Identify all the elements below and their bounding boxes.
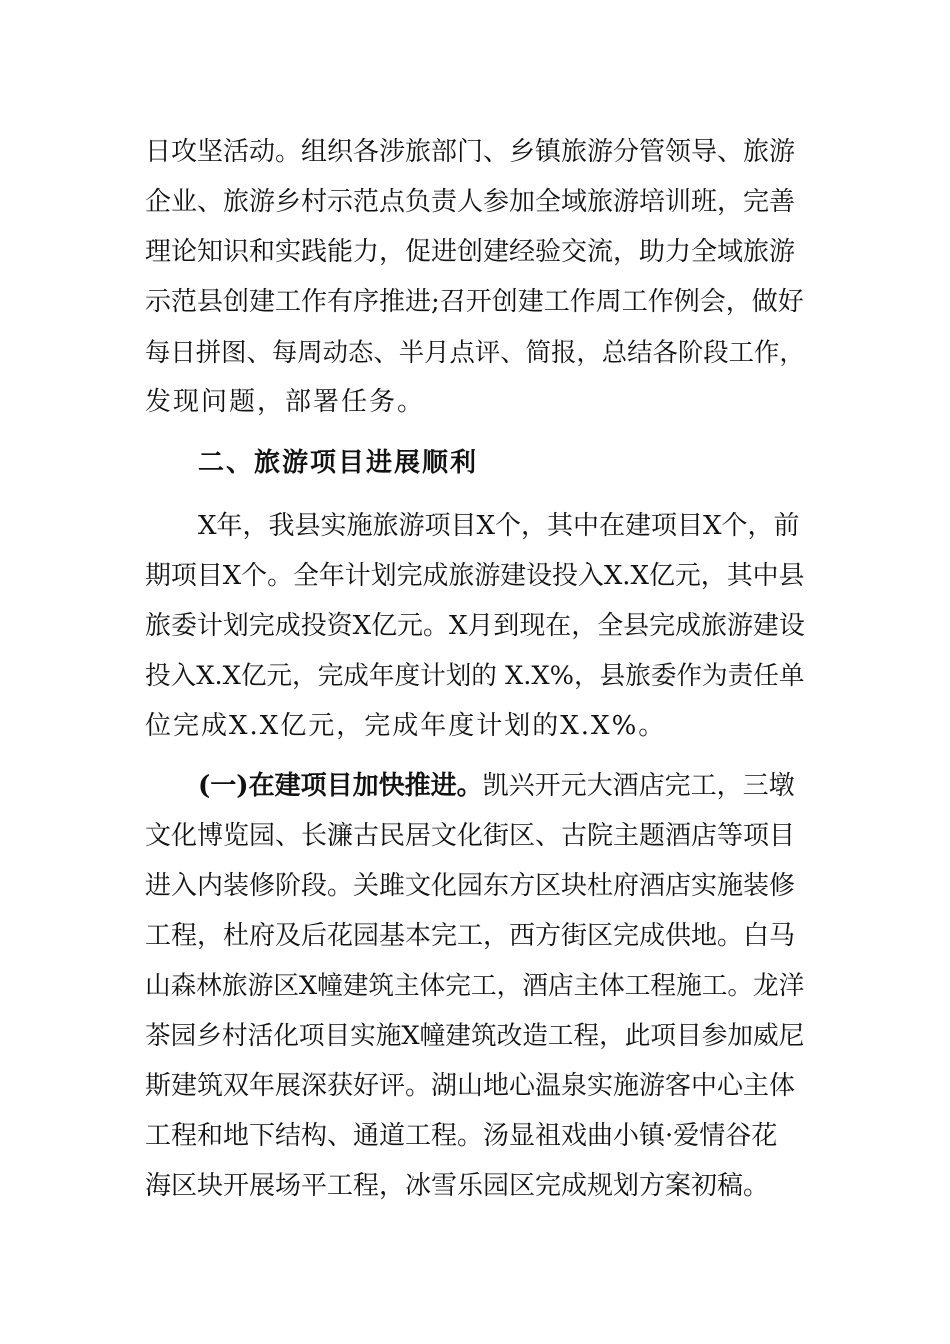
text-line: 旅委计划完成投资X亿元。X月到现在，全县完成旅游建设: [145, 611, 805, 641]
text-line: 进入内装修阶段。关雎文化园东方区块杜府酒店实施装修: [145, 871, 796, 901]
text-line: 斯建筑双年展深获好评。湖山地心温泉实施游客中心主体: [145, 1071, 796, 1101]
text-line: 日攻坚活动。组织各涉旅部门、乡镇旅游分管领导、旅游: [145, 137, 796, 167]
text-line: X年，我县实施旅游项目X个，其中在建项目X个，前: [198, 511, 800, 541]
text-line: 位完成X.X亿元，完成年度计划的X.X%。: [145, 711, 667, 741]
text-line: 文化博览园、长濂古民居文化街区、古院主题酒店等项目: [145, 821, 796, 851]
text-line: 投入X.X亿元，完成年度计划的 X.X%，县旅委作为责任单: [145, 661, 805, 691]
text-line: 示范县创建工作有序推进;召开创建工作周工作例会，做好: [145, 287, 804, 317]
text-line: 海区块开展场平工程，冰雪乐园区完成规划方案初稿。: [145, 1171, 770, 1201]
text-line: 工程和地下结构、通道工程。汤显祖戏曲小镇·爱情谷花: [145, 1121, 778, 1151]
section-heading: 二、旅游项目进展顺利: [198, 448, 479, 478]
text-line: 理论知识和实践能力，促进创建经验交流，助力全域旅游: [145, 237, 796, 267]
text-line: 期项目X个。全年计划完成旅游建设投入X.X亿元，其中县: [145, 561, 805, 591]
text-line: 发现问题，部署任务。: [145, 387, 426, 417]
text-run: 凯兴开元大酒店完工，三墩: [482, 771, 795, 801]
text-line: 茶园乡村活化项目实施X幢建筑改造工程，此项目参加威尼: [145, 1021, 805, 1051]
text-line: 山森林旅游区X幢建筑主体完工，酒店主体工程施工。龙洋: [145, 971, 805, 1001]
text-line: 工程，杜府及后花园基本完工，西方街区完成供地。白马: [145, 921, 796, 951]
text-line: 企业、旅游乡村示范点负责人参加全域旅游培训班，完善: [145, 187, 796, 217]
text-line: [198, 771, 795, 801]
text-line: 每日拼图、每周动态、半月点评、简报，总结各阶段工作，: [145, 337, 805, 367]
subsection-lead: (一)在建项目加快推进。: [198, 771, 483, 801]
